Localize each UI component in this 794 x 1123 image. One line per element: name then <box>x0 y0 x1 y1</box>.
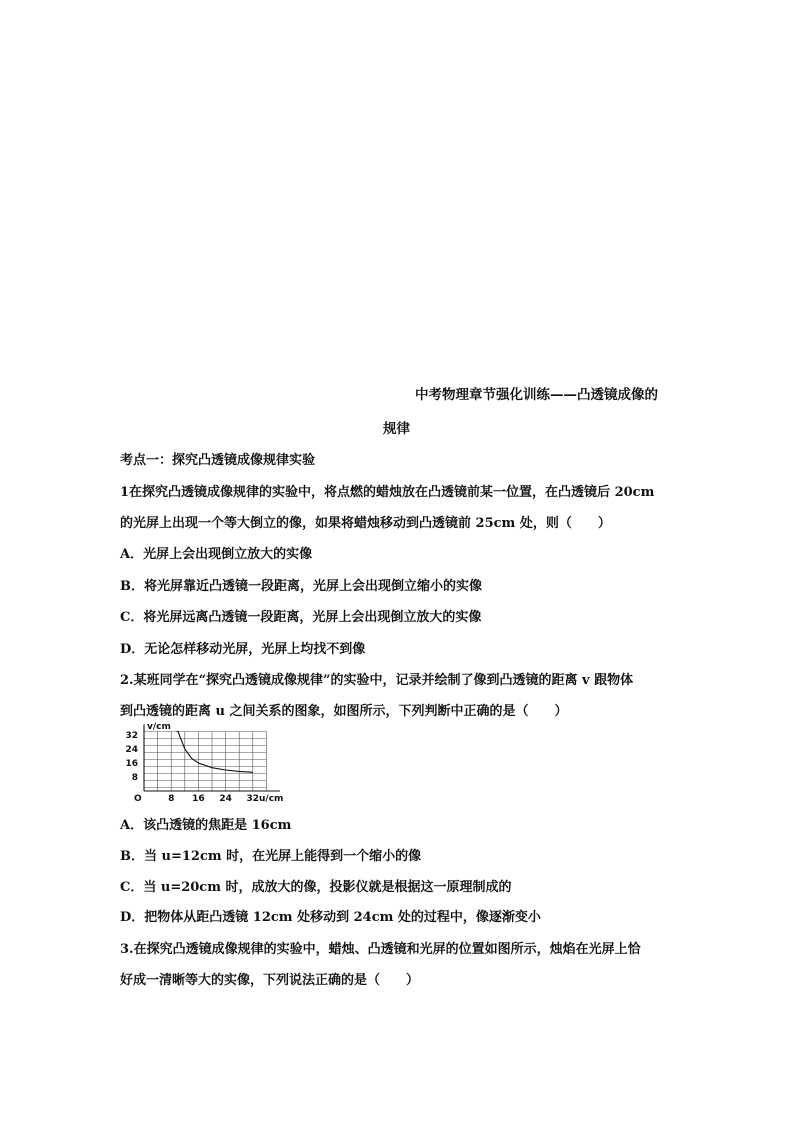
q1-option-c: C．将光屏远离凸透镜一段距离，光屏上会出现倒立放大的实像 <box>120 610 482 625</box>
y-tick-label: 32 <box>125 731 138 741</box>
document-title-line1: 中考物理章节强化训练——凸透镜成像的 <box>415 387 658 403</box>
q1-option-a: A．光屏上会出现倒立放大的实像 <box>120 547 313 562</box>
x-tick-labels <box>168 794 259 804</box>
q3-stem-line2: 好成一清晰等大的实像，下列说法正确的是（ ） <box>120 973 420 988</box>
y-tick-label: 24 <box>125 745 138 755</box>
q1-option-b: B．将光屏靠近凸透镜一段距离，光屏上会出现倒立缩小的实像 <box>120 579 482 594</box>
q1-stem-line2: 的光屏上出现一个等大倒立的像，如果将蜡烛移动到凸透镜前 25cm 处，则（ ） <box>120 516 611 531</box>
y-tick-label: 8 <box>131 773 138 783</box>
y-axis-label: v/cm <box>147 722 171 732</box>
x-tick-label: 8 <box>168 794 175 804</box>
x-tick-label: 16 <box>192 794 205 804</box>
section-heading: 考点一：探究凸透镜成像规律实验 <box>120 453 316 468</box>
x-tick-label: 32 <box>246 794 260 804</box>
y-tick-label: 16 <box>125 759 138 769</box>
q3-stem-line1: 3.在探究凸透镜成像规律的实验中，蜡烛、凸透镜和光屏的位置如图所示，烛焰在光屏上恰 <box>120 942 641 957</box>
document-title-line2: 规律 <box>383 421 410 437</box>
y-tick-labels <box>125 731 138 783</box>
q1-option-d: D．无论怎样移动光屏，光屏上均找不到像 <box>120 642 366 657</box>
chart-grid <box>144 732 266 792</box>
v-u-curve <box>177 732 253 773</box>
origin-label: O <box>134 794 142 804</box>
q2-option-a: A．该凸透镜的焦距是 16cm <box>120 818 292 833</box>
q1-stem-line1: 1在探究凸透镜成像规律的实验中，将点燃的蜡烛放在凸透镜前某一位置，在凸透镜后 20cm <box>120 485 655 500</box>
q2-stem-line2: 到凸透镜的距离 u 之间关系的图象，如图所示，下列判断中正确的是（ ） <box>120 704 568 719</box>
q2-option-d: D．把物体从距凸透镜 12cm 处移动到 24cm 处的过程中，像逐渐变小 <box>120 910 541 925</box>
v-u-graph <box>118 719 298 805</box>
x-axis-label: u/cm <box>259 794 284 804</box>
q2-option-c: C．当 u=20cm 时，成放大的像，投影仪就是根据这一原理制成的 <box>120 880 512 895</box>
x-tick-label: 24 <box>219 794 232 804</box>
q2-stem-line1: 2.某班同学在“探究凸透镜成像规律”的实验中，记录并绘制了像到凸透镜的距离 v 跟物体 <box>120 673 634 688</box>
q2-option-b: B．当 u=12cm 时，在光屏上能得到一个缩小的像 <box>120 849 422 864</box>
